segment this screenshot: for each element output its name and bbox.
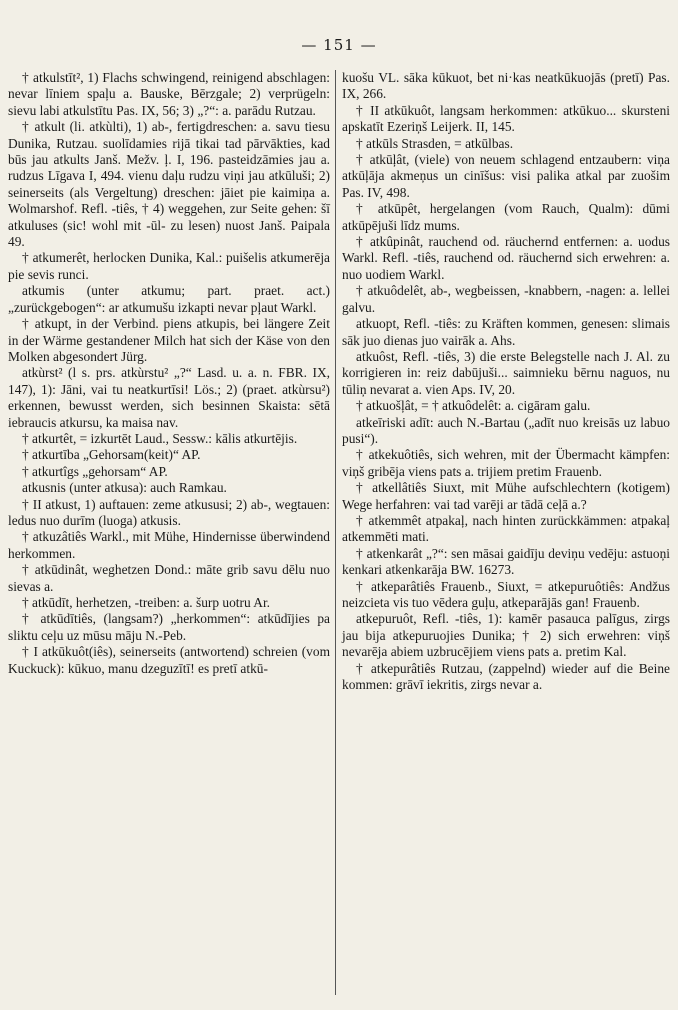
dictionary-entry: † atkūdīt, herhetzen, -treiben: a. šurp uotru Ar. bbox=[22, 595, 271, 610]
column-divider bbox=[335, 70, 336, 995]
dictionary-entry: † atkuzâtiês Warkl., mit Mühe, Hindernisse überwindend herkommen. bbox=[8, 529, 330, 561]
dictionary-entry: † atkemmêt atpakaļ, nach hinten zurückkämmen: atpakaļ atkemmēti mati. bbox=[342, 512, 670, 545]
dictionary-entry: atkùrst² (l s. prs. atkùrstu² „?“ Lasd. u. a. n. FBR. IX, 147), 1): Jāni, vai tu neatkurtīsi! Lös.; 2) (praet. atkùrsu²) erkennen, bewusst werden, sich besinnen Skaista: sētā iebraucis atkursu, ka maisa nav. bbox=[8, 365, 330, 430]
dictionary-entry: atkuôst, Refl. -tiês, 3) die erste Belegstelle nach J. Al. zu korrigieren in: reiz dabūjuši... saimnieku bērnu naguos, nu tūliņ nevarat a. vien Aps. IV, 20. bbox=[342, 348, 670, 397]
dictionary-entry: † atkuošļât, = † atkuôdelêt: a. cigāram galu. bbox=[356, 398, 591, 414]
dictionary-entry: † atkumerêt, herlocken Dunika, Kal.: puišelis atkumerēja pie sevis runci. bbox=[8, 250, 330, 282]
dictionary-entry: † atkult (li. atkùlti), 1) ab-, fertigdreschen: a. savu tiesu Dunika, Rutzau. suolīdamies rijā tikai tad pārvākties, kad būs jau atkults Janš. Mežv. ļ. I, 196. pasteidzāmies jau a. rudzus Līgava I, 494. vienu daļu rudzu viņi jau atkūluši; 2) seinerseits (als Vergeltung) dreschen: jāiet pie kaimiņa a. Wolmarshof. Refl. -tiês, † 4) weggehen, zur Seite gehen: šī atkuluses (sic! wohl mit -ūl- zu lesen) nuost Janš. Paipala 49. bbox=[8, 119, 330, 250]
dictionary-entry: † atkeparâtiês Frauenb., Siuxt, = atkepuruôtiês: Andžus neizcieta vis tuo vēdera guļu, atkeparājās gan! Frauenb. bbox=[342, 578, 670, 610]
dictionary-entry: † II atkūkuôt, langsam herkommen: atkūkuo... skursteni apskatīt Ezeriņš Leijerk. II, 145. bbox=[342, 102, 670, 135]
dictionary-entry: atkuopt, Refl. -tiês: zu Kräften kommen, genesen: slimais sāk juo dienas juo vairāk a. Ahs. bbox=[342, 316, 670, 348]
dictionary-entry: † atkenkarât „?“: sen māsai gaidīju deviņu vedēju: astuoņi kenkari atkenkarāja BW. 16273. bbox=[342, 545, 670, 578]
dictionary-entry: † atkūļât, (viele) von neuem schlagend entzaubern: viņa atkūļāja akmeņus un cinīšus: visi palika atkal par zuošim Pas. IV, 498. bbox=[342, 152, 670, 200]
dictionary-entry: † atkepurâtiês Rutzau, (zappelnd) wieder auf die Beine kommen: grāvī iekritis, zirgs nevar a. bbox=[342, 660, 670, 693]
dictionary-entry: † atkellâtiês Siuxt, mit Mühe aufschlechtern (kotigem) Wege herfahren: vai tad varēji ar tādā ceļā a.? bbox=[342, 480, 670, 512]
dictionary-entry: † atkūdinât, weghetzen Dond.: māte grib savu dēlu nuo sievas a. bbox=[8, 562, 330, 594]
dictionary-entry: † atkulstīt², 1) Flachs schwingend, reinigend abschlagen: nevar līniem spaļu a. Bauske, Bērzgale; 2) verprügeln: sievu labi atkulstītu Pas. IX, 56; 3) „?“: a. parādu Rutzau. bbox=[8, 70, 330, 118]
dictionary-entry: † atkekuôtiês, sich wehren, mit der Übermacht kämpfen: viņš gribēja viens pats a. trijiem pretim Frauenb. bbox=[342, 447, 670, 479]
dictionary-entry: † atkurtêt, = izkurtēt Laud., Sessw.: kālis atkurtējis. bbox=[22, 430, 298, 446]
dictionary-entry: atkumis (unter atkumu; part. praet. act.) „zurückgebogen“: ar atkumušu izkapti nevar pļaut Warkl. bbox=[8, 283, 330, 315]
dictionary-entry: † atkūpêt, hergelangen (vom Rauch, Qualm): dūmi atkūpējuši līdz mums. bbox=[342, 201, 670, 233]
dictionary-entry: atkepuruôt, Refl. -tiês, 1): kamēr pasauca palīgus, zirgs jau bija atkepuruojies Dunika; † 2) sich erwehren: viņš nevarēja abiem uzbrucējiem viens pats a. pretim Kal. bbox=[342, 611, 670, 660]
dictionary-entry: † atkûpinât, rauchend od. räuchernd entfernen: a. uodus Warkl. Refl. -tiês, rauchend od. räuchernd sich erwehren: a. nuo uodiem Warkl. bbox=[342, 234, 670, 282]
dictionary-entry: atkeīriski adīt: auch N.-Bartau („adīt nuo kreisās uz labuo pusi“). bbox=[342, 414, 670, 446]
right-column bbox=[342, 70, 670, 693]
dictionary-entry: † atkurtîgs „gehorsam“ AP. bbox=[22, 463, 168, 479]
page-number: — 151 — bbox=[301, 36, 377, 54]
dictionary-entry: † atkūls Strasden, = atkūlbas. bbox=[356, 135, 514, 151]
left-column bbox=[8, 70, 330, 677]
dictionary-entry: † atkurtība „Gehorsam(keit)“ AP. bbox=[22, 447, 201, 463]
dictionary-entry: † I atkūkuôt(iês), seinerseits (antwortend) schreien (vom Kuckuck): kūkuo, manu dzeguzītī! es pretī atkū- bbox=[8, 644, 330, 676]
dictionary-entry: atkusnis (unter atkusa): auch Ramkau. bbox=[22, 480, 227, 496]
dictionary-entry: † atkūdītiês, (langsam?) „herkommen“: atkūdījies pa sliktu ceļu uz mūsu māju N.-Peb. bbox=[8, 611, 330, 643]
dictionary-entry: † II atkust, 1) auftauen: zeme atkususi; 2) ab-, wegtauen: ledus nuo durīm (luoga) atkusis. bbox=[8, 496, 330, 528]
dictionary-entry-continuation: kuošu VL. sāka kūkuot, bet ni·kas neatkūkuojās (pretī) Pas. IX, 266. bbox=[342, 70, 670, 102]
dictionary-entry: † atkuôdelêt, ab-, wegbeissen, -knabbern, -nagen: a. lellei galvu. bbox=[342, 283, 670, 315]
dictionary-entry: † atkupt, in der Verbind. piens atkupis, bei längere Zeit in der Wärme gestandener Milch hat sich der Käse von den Molken abgesondert Jürg. bbox=[8, 316, 330, 364]
